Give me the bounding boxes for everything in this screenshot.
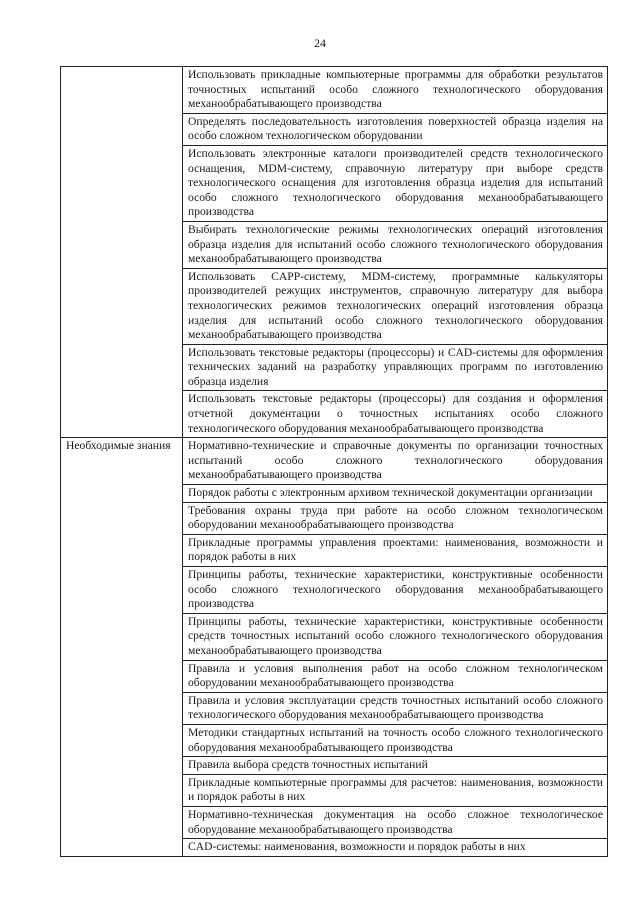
- knowledge-item: Правила выбора средств точностных испытаний: [183, 757, 608, 775]
- skills-item: Выбирать технологические режимы технологических операций изготовления образца изделия для испытаний особо сложного технологического оборудования механообрабатывающего производства: [183, 221, 608, 268]
- skills-item: Определять последовательность изготовления поверхностей образца изделия на особо сложном технологическом оборудовании: [183, 113, 608, 145]
- knowledge-item: Прикладные программы управления проектами: наименования, возможности и порядок работы в них: [183, 534, 608, 566]
- table-row: [61, 438, 608, 485]
- knowledge-item: Правила и условия эксплуатации средств точностных испытаний особо сложного технологического оборудования механообрабатывающего производства: [183, 692, 608, 724]
- knowledge-item: Прикладные компьютерные программы для расчетов: наименования, возможности и порядок работы в них: [183, 774, 608, 806]
- knowledge-item: Методики стандартных испытаний на точность особо сложного технологического оборудования механообрабатывающего производства: [183, 724, 608, 756]
- page-number: 24: [314, 36, 326, 50]
- knowledge-item: Требования охраны труда при работе на особо сложном технологическом оборудовании механообрабатывающего производства: [183, 502, 608, 534]
- knowledge-item: Правила и условия выполнения работ на особо сложном технологическом оборудовании механообрабатывающего производства: [183, 660, 608, 692]
- requirements-table: [60, 66, 608, 857]
- knowledge-label-cell: Необходимые знания: [61, 438, 183, 856]
- skills-item: Использовать CAPP-систему, MDM-систему, программные калькуляторы производителей режущих инструментов, справочную литературу для выбора технологических режимов технологических операций изготовления образца изделия для испытаний особо сложного технологического оборудования механообрабатывающего производства: [183, 268, 608, 344]
- knowledge-item: Нормативно-техническая документация на особо сложное технологическое оборудование механообрабатывающего производства: [183, 806, 608, 838]
- knowledge-item: CAD-системы: наименования, возможности и порядок работы в них: [183, 839, 608, 857]
- skills-item: Использовать прикладные компьютерные программы для обработки результатов точностных испытаний особо сложного технологического оборудования механообрабатывающего производства: [183, 67, 608, 114]
- skills-item: Использовать текстовые редакторы (процессоры) и CAD-системы для оформления технических заданий на разработку управляющих программ по изготовлению образца изделия: [183, 344, 608, 391]
- skills-item: Использовать электронные каталоги производителей средств технологического оснащения, MDM-систему, справочную литературу при выборе средств технологического оснащения для изготовления образца изделия для испытаний особо сложного технологического оборудования механообрабатывающего производства: [183, 145, 608, 221]
- knowledge-item: Принципы работы, технические характеристики, конструктивные особенности средств точностных испытаний особо сложного технологического оборудования механообрабатывающего производства: [183, 613, 608, 660]
- knowledge-item: Нормативно-технические и справочные документы по организации точностных испытаний особо сложного технологического оборудования механообрабатывающего производства: [183, 438, 608, 485]
- table-row: [61, 67, 608, 114]
- knowledge-item: Принципы работы, технические характеристики, конструктивные особенности особо сложного технологического оборудования механообрабатывающего производства: [183, 567, 608, 614]
- knowledge-item: Порядок работы с электронным архивом технической документации организации: [183, 485, 608, 503]
- skills-item: Использовать текстовые редакторы (процессоры) для создания и оформления отчетной документации о точностных испытаниях особо сложного технологического оборудования механообрабатывающего производства: [183, 391, 608, 438]
- skills-label-cell: [61, 67, 183, 438]
